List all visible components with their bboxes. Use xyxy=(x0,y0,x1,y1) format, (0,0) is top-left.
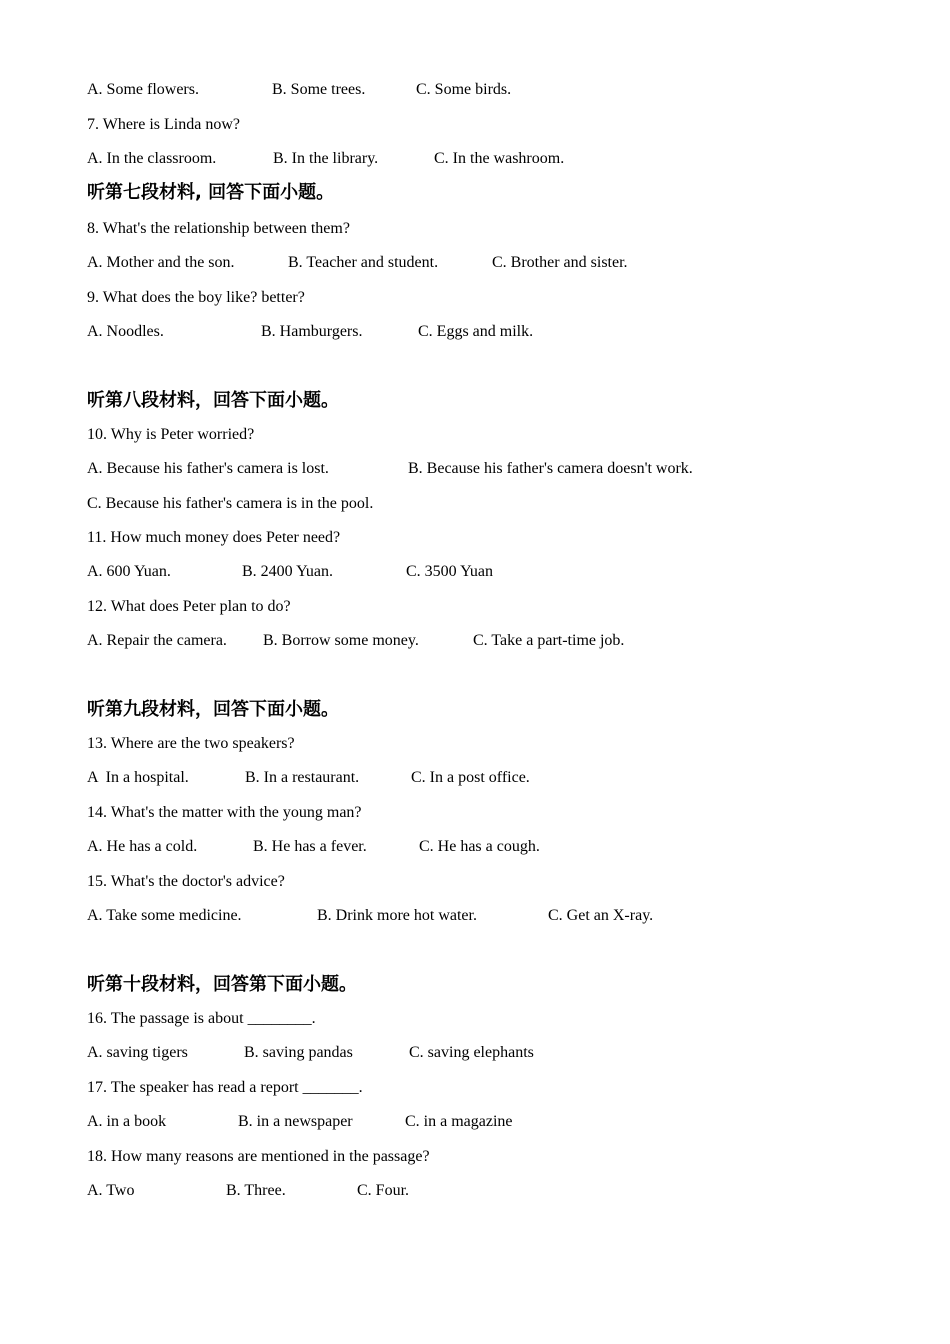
option-a: A. Some flowers. xyxy=(87,81,199,98)
question-17: 17. The speaker has read a report _______. xyxy=(87,1079,363,1096)
option-c: C. Four. xyxy=(357,1182,410,1199)
option-c: C. Get an X-ray. xyxy=(548,907,654,924)
option-a: A. He has a cold. xyxy=(87,838,198,855)
option-c: C. In a post office. xyxy=(411,769,530,786)
option-a: A. Repair the camera. xyxy=(87,632,227,649)
option-c: C. Eggs and milk. xyxy=(418,323,534,340)
question-14: 14. What's the matter with the young man? xyxy=(87,804,362,821)
option-b: B. In the library. xyxy=(273,150,379,167)
question-9: 9. What does the boy like? better? xyxy=(87,289,305,306)
option-b: B. In a restaurant. xyxy=(245,769,360,786)
option-a: A. Two xyxy=(87,1182,135,1199)
option-a: A. in a book xyxy=(87,1113,167,1130)
option-b: B. 2400 Yuan. xyxy=(242,563,333,580)
option-c: C. Brother and sister. xyxy=(492,254,628,271)
option-a: A. saving tigers xyxy=(87,1044,188,1061)
option-a: A. Mother and the son. xyxy=(87,254,235,271)
question-11: 11. How much money does Peter need? xyxy=(87,529,341,546)
option-b: B. saving pandas xyxy=(244,1044,353,1061)
question-16: 16. The passage is about ________. xyxy=(87,1010,316,1027)
option-b: B. Some trees. xyxy=(272,81,366,98)
section-heading-7: 听第七段材料, 回答下面小题。 xyxy=(87,182,335,203)
option-b: B. Drink more hot water. xyxy=(317,907,477,924)
option-a: A In a hospital. xyxy=(87,769,189,786)
section-heading-10: 听第十段材料，回答第下面小题。 xyxy=(87,974,357,995)
option-b: B. Because his father's camera doesn't work. xyxy=(408,460,693,477)
section-heading-9: 听第九段材料，回答下面小题。 xyxy=(87,699,339,720)
option-c: C. Some birds. xyxy=(416,81,512,98)
section-heading-8: 听第八段材料，回答下面小题。 xyxy=(87,390,339,411)
question-12: 12. What does Peter plan to do? xyxy=(87,598,291,615)
question-18: 18. How many reasons are mentioned in the passage? xyxy=(87,1148,430,1165)
question-10: 10. Why is Peter worried? xyxy=(87,426,255,443)
option-b: B. Teacher and student. xyxy=(288,254,439,271)
option-a: A. In the classroom. xyxy=(87,150,217,167)
option-b: B. Three. xyxy=(226,1182,286,1199)
option-a: A. Because his father's camera is lost. xyxy=(87,460,329,477)
option-b: B. He has a fever. xyxy=(253,838,367,855)
option-c: C. Because his father's camera is in the pool. xyxy=(87,495,374,512)
option-b: B. Borrow some money. xyxy=(263,632,419,649)
option-c: C. He has a cough. xyxy=(419,838,540,855)
option-a: A. Noodles. xyxy=(87,323,164,340)
option-c: C. 3500 Yuan xyxy=(406,563,493,580)
option-c: C. in a magazine xyxy=(405,1113,513,1130)
question-15: 15. What's the doctor's advice? xyxy=(87,873,285,890)
option-a: A. Take some medicine. xyxy=(87,907,242,924)
option-b: B. Hamburgers. xyxy=(261,323,363,340)
question-8: 8. What's the relationship between them? xyxy=(87,220,350,237)
question-13: 13. Where are the two speakers? xyxy=(87,735,295,752)
option-b: B. in a newspaper xyxy=(238,1113,353,1130)
question-7: 7. Where is Linda now? xyxy=(87,116,240,133)
option-c: C. saving elephants xyxy=(409,1044,534,1061)
option-a: A. 600 Yuan. xyxy=(87,563,171,580)
option-c: C. Take a part-time job. xyxy=(473,632,625,649)
option-c: C. In the washroom. xyxy=(434,150,565,167)
